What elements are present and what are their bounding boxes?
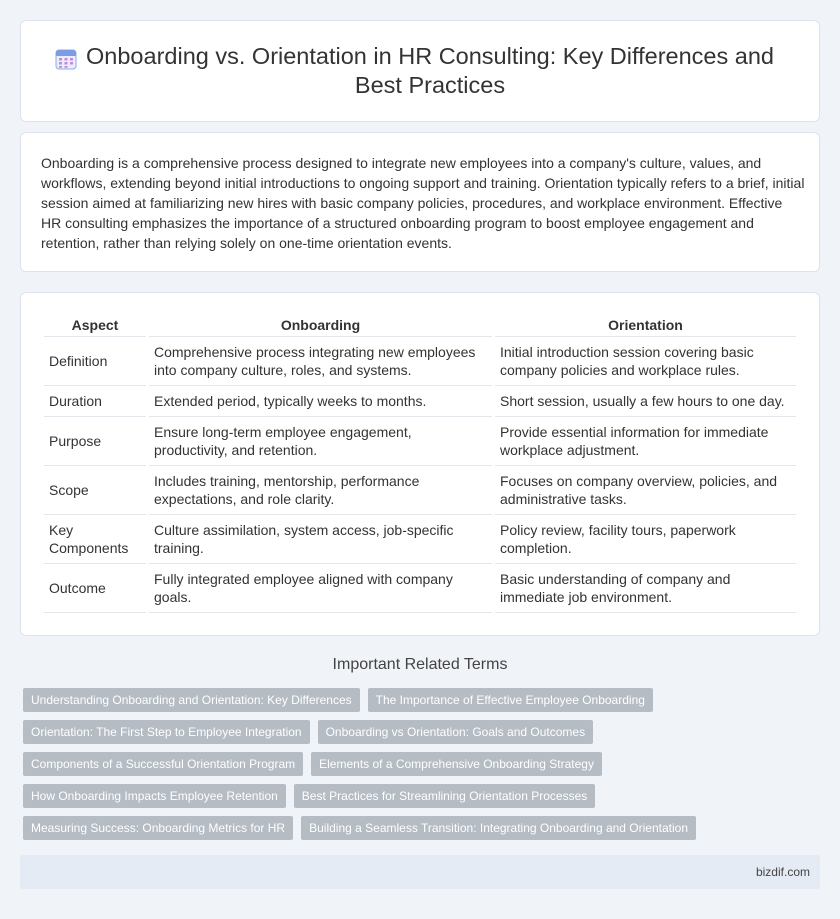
table-cell-onboarding: Ensure long-term employee engagement, productivity, and retention.: [149, 417, 492, 466]
related-terms-title: Important Related Terms: [332, 656, 508, 673]
table-cell-onboarding: Includes training, mentorship, performance expectations, and role clarity.: [149, 466, 492, 515]
related-term-link[interactable]: Elements of a Comprehensive Onboarding Strategy: [311, 752, 602, 776]
related-term-link[interactable]: Components of a Successful Orientation Program: [23, 752, 303, 776]
tag-row: [23, 816, 820, 840]
page-title: Onboarding vs. Orientation in HR Consulting: Key Differences and Best Practices: [86, 43, 774, 98]
tag-row: [23, 720, 820, 744]
tag-row: [23, 688, 820, 712]
table-cell-orientation: Focuses on company overview, policies, and administrative tasks.: [495, 466, 796, 515]
intro-paragraph: Onboarding is a comprehensive process designed to integrate new employees into a company's culture, values, and workflows, extending beyond initial introductions to ongoing support and training. Orientation typically refers to a brief, initial session aimed at familiarizing new hires with basic company policies, procedures, and workplace environment. Effective HR consulting emphasizes the importance of a structured onboarding program to boost employee engagement and retention, rather than relying solely on one-time orientation events.: [41, 155, 805, 251]
header-card: [20, 20, 820, 122]
related-term-link[interactable]: Onboarding vs Orientation: Goals and Outcomes: [318, 720, 593, 744]
table-row: [44, 386, 796, 417]
related-term-link[interactable]: Building a Seamless Transition: Integrating Onboarding and Orientation: [301, 816, 696, 840]
related-term-link[interactable]: Understanding Onboarding and Orientation: Key Differences: [23, 688, 360, 712]
table-cell-orientation: Initial introduction session covering basic company policies and workplace rules.: [495, 337, 796, 386]
table-header-row: [44, 313, 796, 337]
related-term-link[interactable]: Measuring Success: Onboarding Metrics for HR: [23, 816, 293, 840]
table-row: [44, 466, 796, 515]
tag-row: [23, 752, 820, 776]
table-row: [44, 337, 796, 386]
table-cell-aspect: Purpose: [44, 417, 146, 466]
tag-row: [23, 784, 820, 808]
table-row: [44, 564, 796, 613]
table-row: [44, 417, 796, 466]
table-cell-orientation: Basic understanding of company and immediate job environment.: [495, 564, 796, 613]
table-cell-orientation: Policy review, facility tours, paperwork completion.: [495, 515, 796, 564]
intro-card: [20, 132, 820, 272]
comparison-table-card: [20, 292, 820, 636]
table-cell-onboarding: Fully integrated employee aligned with company goals.: [149, 564, 492, 613]
table-cell-aspect: Definition: [44, 337, 146, 386]
column-header: Orientation: [495, 313, 796, 337]
comparison-table: [41, 313, 799, 613]
related-term-link[interactable]: How Onboarding Impacts Employee Retention: [23, 784, 286, 808]
table-cell-aspect: Scope: [44, 466, 146, 515]
table-cell-orientation: Provide essential information for immediate workplace adjustment.: [495, 417, 796, 466]
footer: [20, 855, 820, 889]
table-cell-onboarding: Extended period, typically weeks to months.: [149, 386, 492, 417]
related-term-link[interactable]: Best Practices for Streamlining Orientation Processes: [294, 784, 595, 808]
related-term-link[interactable]: Orientation: The First Step to Employee Integration: [23, 720, 310, 744]
table-cell-onboarding: Comprehensive process integrating new employees into company culture, roles, and systems.: [149, 337, 492, 386]
related-terms-list: [20, 688, 820, 840]
table-cell-aspect: Key Components: [44, 515, 146, 564]
table-row: [44, 515, 796, 564]
table-cell-orientation: Short session, usually a few hours to one day.: [495, 386, 796, 417]
column-header: Onboarding: [149, 313, 492, 337]
column-header: Aspect: [44, 313, 146, 337]
related-term-link[interactable]: The Importance of Effective Employee Onboarding: [368, 688, 653, 712]
table-cell-aspect: Duration: [44, 386, 146, 417]
footer-site-link[interactable]: bizdif.com: [755, 865, 810, 879]
table-cell-onboarding: Culture assimilation, system access, job-specific training.: [149, 515, 492, 564]
table-cell-aspect: Outcome: [44, 564, 146, 613]
